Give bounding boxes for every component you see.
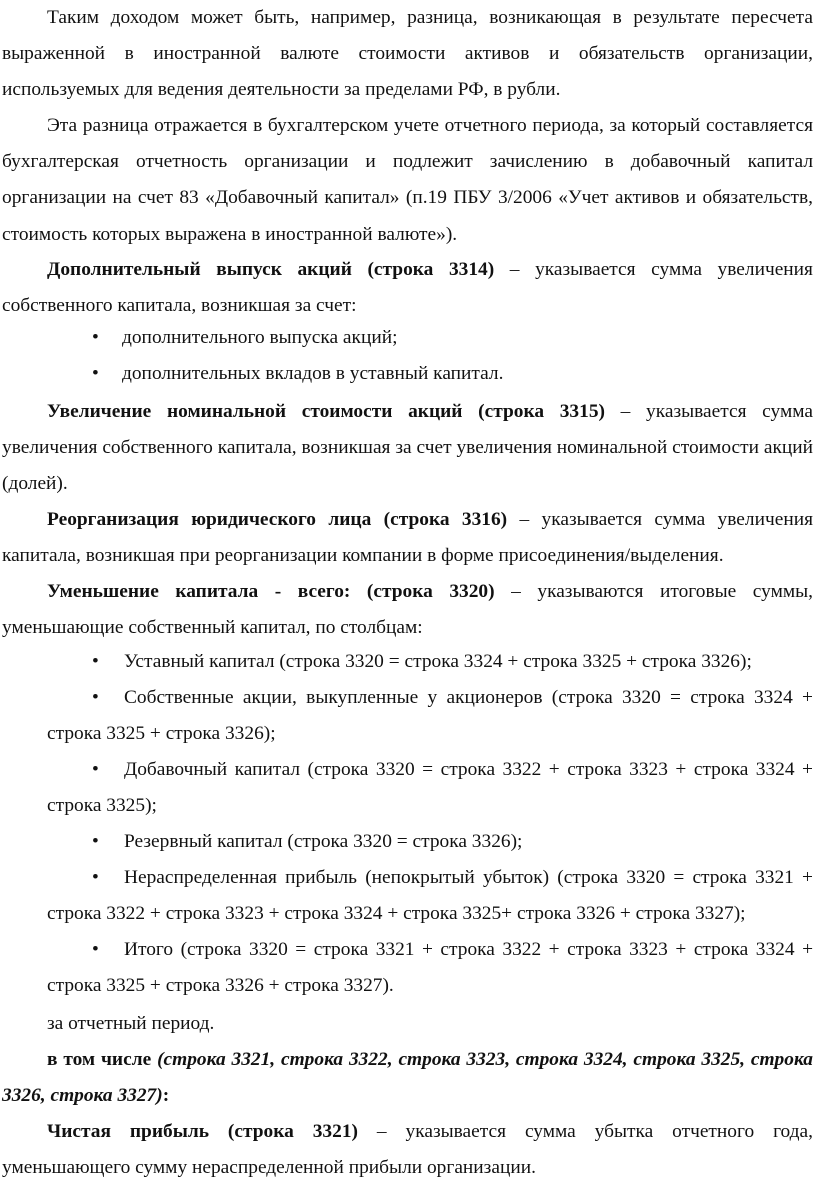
list-item: • Резервный капитал (строка 3320 = строка 3326);	[47, 824, 813, 860]
list-item: • Уставный капитал (строка 3320 = строка 3324 + строка 3325 + строка 3326);	[47, 644, 813, 680]
bullet-icon: •	[92, 363, 99, 384]
paragraph-reporting-period: за отчетный период.	[47, 1013, 215, 1034]
heading-capital-decrease: Уменьшение капитала - всего: (строка 3320)	[47, 581, 495, 602]
heading-net-profit: Чистая прибыль (строка 3321)	[47, 1121, 358, 1142]
paragraph-including: в том числе (строка 3321, строка 3322, строка 3323, строка 3324, строка 3325, строка 3326, строка 3327):	[2, 1049, 813, 1107]
list-item: • Собственные акции, выкупленные у акционеров (строка 3320 = строка 3324 + строка 3325 + строка 3326);	[47, 680, 813, 752]
bullet-icon: •	[92, 939, 99, 960]
paragraph-difference-accounting: Эта разница отражается в бухгалтерском учете отчетного периода, за который составляется бухгалтерская отчетность организации и подлежит зачислению в добавочный капитал организации на счет 83 «Добавочный капитал» (п.19 ПБУ 3/2006 «Учет активов и обязательств, стоимость которых выражена в иностранной валюте»).	[2, 115, 813, 245]
heading-additional-issue: Дополнительный выпуск акций (строка 3314)	[47, 259, 495, 280]
bullet-icon: •	[92, 759, 99, 780]
list-item: • дополнительных вкладов в уставный капитал.	[92, 356, 813, 392]
rows-list: (строка 3321, строка 3322, строка 3323, строка 3324, строка 3325, строка 3326, строка 3327)	[2, 1049, 813, 1107]
list-item: • Добавочный капитал (строка 3320 = строка 3322 + строка 3323 + строка 3324 + строка 3325);	[47, 752, 813, 824]
paragraph-reorganization: Реорганизация юридического лица (строка 3316) – указывается сумма увеличения капитала, возникшая при реорганизации компании в форме присоединения/выделения.	[2, 509, 813, 567]
heading-nominal-increase: Увеличение номинальной стоимости акций (строка 3315)	[47, 401, 605, 422]
paragraph-additional-issue: Дополнительный выпуск акций (строка 3314) – указывается сумма увеличения собственного капитала, возникшая за счет:	[2, 259, 813, 317]
paragraph-nominal-increase: Увеличение номинальной стоимости акций (строка 3315) – указывается сумма увеличения собственного капитала, возникшая за счет увеличения номинальной стоимости акций (долей).	[2, 401, 813, 495]
bullet-icon: •	[92, 867, 99, 888]
list-item: • Итого (строка 3320 = строка 3321 + строка 3322 + строка 3323 + строка 3324 + строка 3325 + строка 3326 + строка 3327).	[47, 932, 813, 1004]
list-item: • дополнительного выпуска акций;	[92, 320, 813, 356]
list-item: • Нераспределенная прибыль (непокрытый убыток) (строка 3320 = строка 3321 + строка 3322 + строка 3323 + строка 3324 + строка 3325+ строка 3326 + строка 3327);	[47, 860, 813, 932]
heading-reorganization: Реорганизация юридического лица (строка 3316)	[47, 509, 508, 530]
bullet-icon: •	[92, 651, 99, 672]
bullet-icon: •	[92, 327, 99, 348]
paragraph-income-difference: Таким доходом может быть, например, разница, возникающая в результате пересчета выраженной в иностранной валюте стоимости активов и обязательств организации, используемых для ведения деятельности за пределами РФ, в рубли.	[2, 7, 813, 101]
bullet-icon: •	[92, 687, 99, 708]
paragraph-net-profit: Чистая прибыль (строка 3321) – указывается сумма убытка отчетного года, уменьшающего сумму нераспределенной прибыли организации.	[2, 1121, 813, 1179]
bullet-icon: •	[92, 831, 99, 852]
label-including: в том числе	[47, 1049, 158, 1070]
paragraph-capital-decrease: Уменьшение капитала - всего: (строка 3320) – указываются итоговые суммы, уменьшающие собственный капитал, по столбцам:	[2, 581, 813, 639]
